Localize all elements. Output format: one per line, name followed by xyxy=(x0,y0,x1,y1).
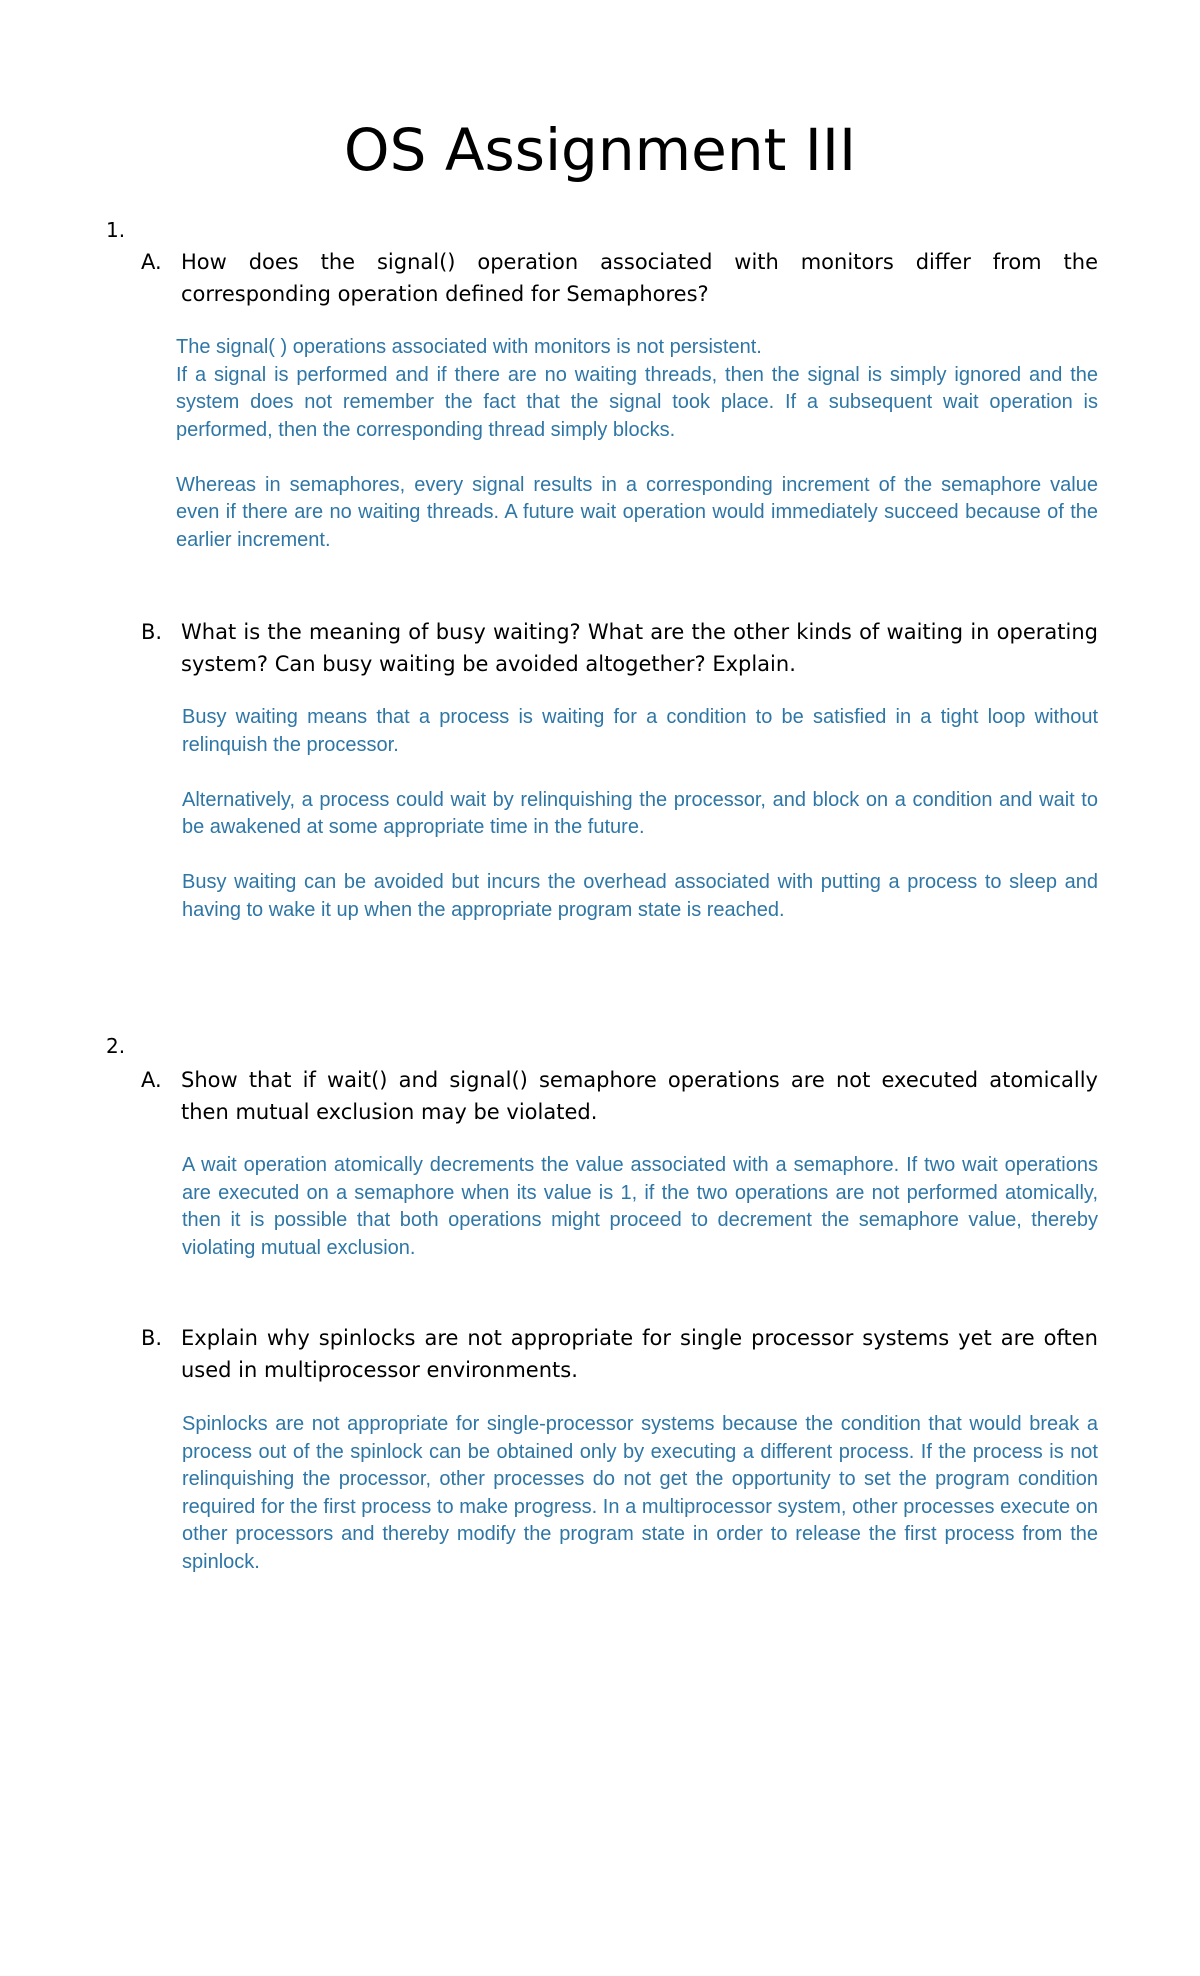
question-1a-text: How does the signal() operation associated with monitors differ from the corresponding operation defined for Semaphores? xyxy=(181,250,1098,306)
question-1b-letter: B. xyxy=(141,620,163,644)
question-1-number: 1. xyxy=(106,218,126,242)
question-2b-letter: B. xyxy=(141,1326,163,1350)
answer-1a xyxy=(176,334,1098,554)
answer-1b-paragraph: Alternatively, a process could wait by relinquishing the processor, and block on a condition and wait to be awakened at some appropriate time in the future. xyxy=(182,788,1098,838)
answer-1a-paragraph: The signal( ) operations associated with monitors is not persistent. xyxy=(176,336,762,358)
question-2b-text: Explain why spinlocks are not appropriate for single processor systems yet are often used in multiprocessor environments. xyxy=(181,1326,1098,1382)
question-2a-letter: A. xyxy=(141,1068,162,1092)
answer-1b xyxy=(182,704,1098,924)
answer-2a xyxy=(182,1152,1098,1262)
page-title: OS Assignment III xyxy=(343,116,857,184)
question-2a-text: Show that if wait() and signal() semaphore operations are not executed atomically then mutual exclusion may be violated. xyxy=(181,1068,1098,1124)
answer-1b-paragraph: Busy waiting means that a process is waiting for a condition to be satisfied in a tight loop without relinquish the processor. xyxy=(182,706,1098,756)
answer-1b-paragraph: Busy waiting can be avoided but incurs the overhead associated with putting a process to sleep and having to wake it up when the appropriate program state is reached. xyxy=(182,871,1098,921)
answer-2a-paragraph: A wait operation atomically decrements the value associated with a semaphore. If two wait operations are executed on a semaphore when its value is 1, if the two operations are not performed atomically, then it is possible that both operations might proceed to decrement the semaphore value, thereby violating mutual exclusion. xyxy=(182,1154,1098,1259)
answer-1a-paragraph: If a signal is performed and if there are no waiting threads, then the signal is simply ignored and the system does not remember the fact that the signal took place. If a subsequent wait operation is performed, then the corresponding thread simply blocks. xyxy=(176,363,1098,441)
answer-2b xyxy=(182,1411,1098,1576)
question-2-number: 2. xyxy=(106,1034,126,1058)
answer-1a-paragraph: Whereas in semaphores, every signal results in a corresponding increment of the semaphore value even if there are no waiting threads. A future wait operation would immediately succeed because of the earlier increment. xyxy=(176,473,1098,551)
question-1b-text: What is the meaning of busy waiting? What are the other kinds of waiting in operating system? Can busy waiting be avoided altogether? Explain. xyxy=(181,620,1098,676)
question-1a-letter: A. xyxy=(141,250,162,274)
answer-2b-paragraph: Spinlocks are not appropriate for single-processor systems because the condition that would break a process out of the spinlock can be obtained only by executing a different process. If the process is not relinquishing the processor, other processes do not get the opportunity to set the program condition required for the first process to make progress. In a multiprocessor system, other processes execute on other processors and thereby modify the program state in order to release the first process from the spinlock. xyxy=(182,1413,1098,1573)
